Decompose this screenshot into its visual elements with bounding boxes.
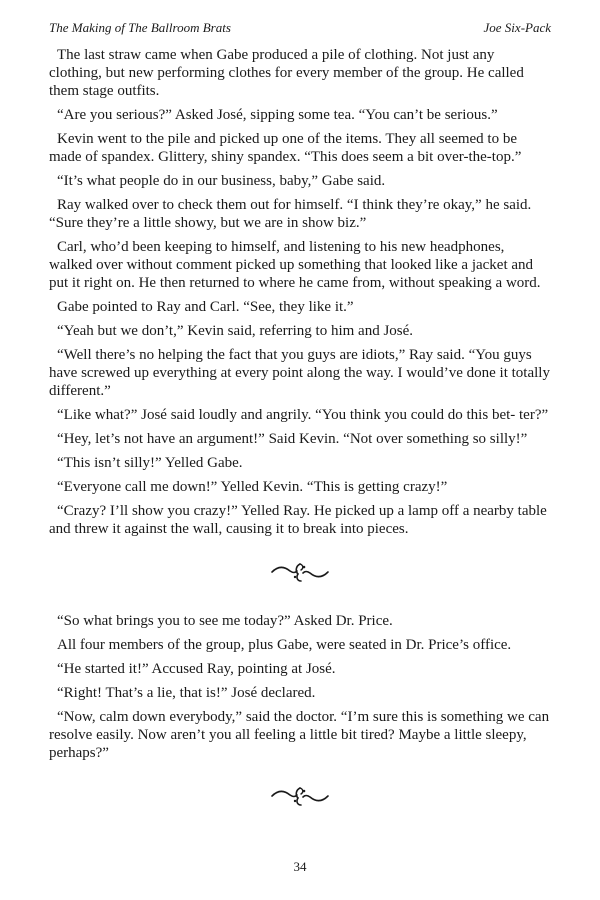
paragraph: “Crazy? I’ll show you crazy!” Yelled Ray. He picked up a lamp off a nearby table and threw it against the wall, causing it to break into pieces. bbox=[49, 503, 547, 537]
fleuron-icon bbox=[268, 784, 332, 808]
paragraph: The last straw came when Gabe produced a pile of clothing. Not just any clothing, but new performing clothes for every member of the group. He called them stage outfits. bbox=[49, 47, 524, 99]
paragraph: “He started it!” Accused Ray, pointing at José. bbox=[57, 661, 336, 677]
section-break-ornament bbox=[49, 784, 551, 812]
paragraph: Gabe pointed to Ray and Carl. “See, they like it.” bbox=[57, 299, 354, 315]
section-break-ornament bbox=[49, 560, 551, 588]
paragraph: “Hey, let’s not have an argument!” Said Kevin. “Not over something so silly!” bbox=[57, 431, 528, 447]
paragraph: Ray walked over to check them out for himself. “I think they’re okay,” he said. “Sure they’re a little showy, but we are in show biz.” bbox=[49, 197, 532, 231]
paragraph: “Yeah but we don’t,” Kevin said, referring to him and José. bbox=[57, 323, 414, 339]
paragraph: Kevin went to the pile and picked up one of the items. They all seemed to be made of spandex. Glittery, shiny spandex. “This does seem a bit over-the-top.” bbox=[49, 131, 522, 165]
section-one bbox=[49, 46, 551, 538]
running-header bbox=[49, 20, 551, 36]
paragraph: “This isn’t silly!” Yelled Gabe. bbox=[57, 455, 243, 471]
paragraph: “Everyone call me down!” Yelled Kevin. “This is getting crazy!” bbox=[57, 479, 448, 495]
paragraph: “Like what?” José said loudly and angrily. “You think you could do this bet- ter?” bbox=[57, 407, 549, 423]
paragraph: “So what brings you to see me today?” Asked Dr. Price. bbox=[57, 613, 393, 629]
page-body bbox=[49, 46, 551, 836]
paragraph: “Now, calm down everybody,” said the doctor. “I’m sure this is something we can resolve easily. Now aren’t you all feeling a little bit tired? Maybe a little sleepy, perhaps?” bbox=[49, 709, 550, 761]
paragraph: “Right! That’s a lie, that is!” José declared. bbox=[57, 685, 316, 701]
page-number: 34 bbox=[293, 859, 307, 874]
paragraph: “It’s what people do in our business, baby,” Gabe said. bbox=[57, 173, 386, 189]
author-name: Joe Six-Pack bbox=[483, 20, 551, 35]
paragraph: “Well there’s no helping the fact that you guys are idiots,” Ray said. “You guys have screwed up everything at every point along the way. I would’ve done it totally different.” bbox=[49, 347, 550, 399]
paragraph: All four members of the group, plus Gabe, were seated in Dr. Price’s office. bbox=[57, 637, 512, 653]
paragraph: Carl, who’d been keeping to himself, and listening to his new headphones, walked over without comment picked up something that looked like a jacket and put it right on. He then returned to where he came from, without speaking a word. bbox=[49, 239, 541, 291]
fleuron-icon bbox=[268, 560, 332, 584]
paragraph: “Are you serious?” Asked José, sipping some tea. “You can’t be serious.” bbox=[57, 107, 498, 123]
book-title: The Making of The Ballroom Brats bbox=[49, 20, 231, 35]
section-two bbox=[49, 612, 551, 762]
